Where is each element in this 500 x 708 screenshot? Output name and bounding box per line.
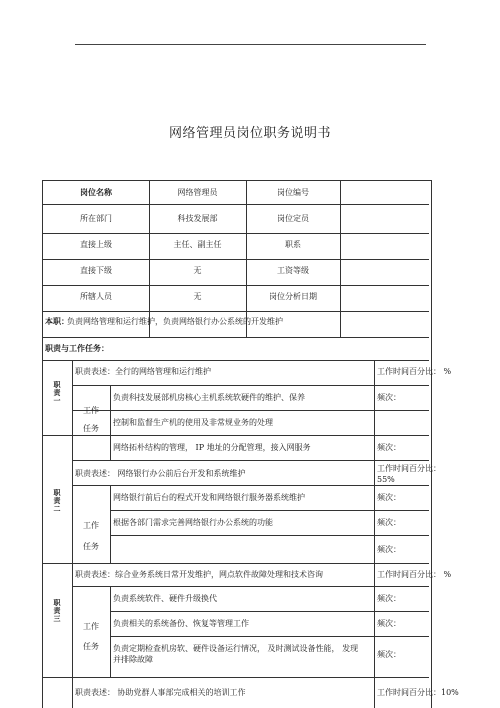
row-line [72, 385, 429, 386]
row-line [43, 360, 429, 361]
column-line [110, 385, 111, 435]
duty-description: 职责表述：综合业务系统日常开发维护，网点软件故障处理和技术咨询 [75, 570, 323, 579]
time-percentage: 工作时间百分比：10% [377, 688, 459, 697]
row-line [110, 535, 429, 536]
info-label: 所辖人员 [80, 292, 112, 301]
row-line [43, 204, 429, 205]
task-frequency: 频次： [377, 493, 401, 502]
task-text: 网络银行前后台的程式开发和网络银行服务器系统维护 [113, 493, 305, 502]
job-description-table [42, 180, 459, 708]
time-percentage: 工作时间百分比： % [377, 570, 452, 579]
column-line [246, 181, 247, 337]
info-value: 无 [193, 292, 202, 301]
header-rule [75, 44, 426, 45]
task-frequency: 频次： [377, 393, 401, 402]
task-frequency: 频次： [377, 650, 401, 659]
info-value: 无 [193, 266, 202, 275]
info-label: 直接上级 [80, 240, 112, 249]
row-line [72, 410, 429, 411]
column-line [374, 360, 375, 708]
task-text: 负责系统软件、硬件升级换代 [113, 594, 217, 603]
task-label: 任务 [83, 424, 99, 433]
summary-label: 本职： [45, 316, 69, 326]
row-line [43, 337, 429, 338]
row-line [43, 677, 429, 678]
row-line [110, 611, 429, 612]
task-label: 任务 [83, 642, 99, 651]
column-line [110, 586, 111, 677]
row-line [43, 259, 429, 260]
time-percentage: 工作时间百分比： [377, 464, 441, 473]
task-frequency: 频次： [377, 619, 401, 628]
info-value: 网络管理员 [177, 188, 218, 197]
task-text: 根据各部门需求完善网络银行办公系统的功能 [113, 518, 273, 527]
info-label: 岗位名称 [80, 187, 112, 197]
info-value: 科技发展部 [177, 214, 218, 223]
duty-description: 职责表述：全行的网络管理和运行维护 [75, 367, 211, 376]
row-line [72, 485, 429, 486]
row-line [43, 311, 429, 312]
duty-side-label: 职责三 [53, 599, 62, 623]
row-line [72, 460, 429, 461]
info-label: 直接下级 [80, 266, 112, 275]
task-text: 负责相关的系统备份、恢复等管理工作 [113, 619, 249, 628]
row-line [43, 285, 429, 286]
duty-description: 职责表述： 协助党群人事部完成相关的培训工作 [75, 688, 246, 697]
task-text: 负责定期检查机房软、硬件设备运行情况， 及时测试设备性能， 发现 [113, 644, 359, 653]
info-label: 所在部门 [80, 214, 112, 223]
task-label: 工作 [83, 406, 99, 415]
task-label: 工作 [83, 521, 99, 530]
duty-side-label: 职责二 [53, 489, 62, 513]
info-label: 岗位编号 [277, 188, 309, 197]
task-label: 工作 [83, 622, 99, 631]
column-line [110, 435, 111, 460]
info-value: 主任、副主任 [173, 240, 222, 249]
column-line [340, 181, 341, 337]
info-label: 岗位分析日期 [269, 292, 317, 301]
time-percentage: 工作时间百分比： % [377, 367, 452, 376]
column-line [110, 485, 111, 563]
task-text: 网络拓朴结构的管理， IP 地址的分配管理，接入网服务 [113, 443, 311, 452]
row-line [72, 586, 429, 587]
task-label: 任务 [83, 542, 99, 551]
task-frequency: 频次： [377, 518, 401, 527]
task-text: 控制和监督生产机的使用及非常规业务的处理 [113, 418, 273, 427]
info-label: 职系 [285, 240, 301, 249]
task-text: 负责科技发展部机房核心主机系统软硬件的维护、保养 [113, 393, 305, 402]
info-label: 岗位定员 [277, 214, 309, 223]
info-label: 工资等级 [277, 266, 309, 275]
duty-side-label: 职责一 [53, 381, 62, 405]
row-line [110, 510, 429, 511]
task-frequency: 频次： [377, 594, 401, 603]
row-line [110, 435, 429, 436]
task-text: 并排除故障 [113, 655, 153, 664]
column-line [149, 181, 150, 337]
document-title: 网络管理员岗位职务说明书 [168, 126, 331, 141]
row-line [43, 233, 429, 234]
task-frequency: 频次： [377, 545, 401, 554]
row-line [110, 636, 429, 637]
row-line [43, 563, 429, 564]
duties-heading: 职责与工作任务： [45, 343, 109, 353]
task-frequency: 频次： [377, 443, 401, 452]
time-percentage-value: 55% [377, 475, 395, 484]
duty-description: 职责表述： 网络银行办公前后台开发和系统维护 [75, 469, 246, 478]
summary-text: 负责网络管理和运行维护，负责网络银行办公系统的开发维护 [67, 317, 283, 326]
